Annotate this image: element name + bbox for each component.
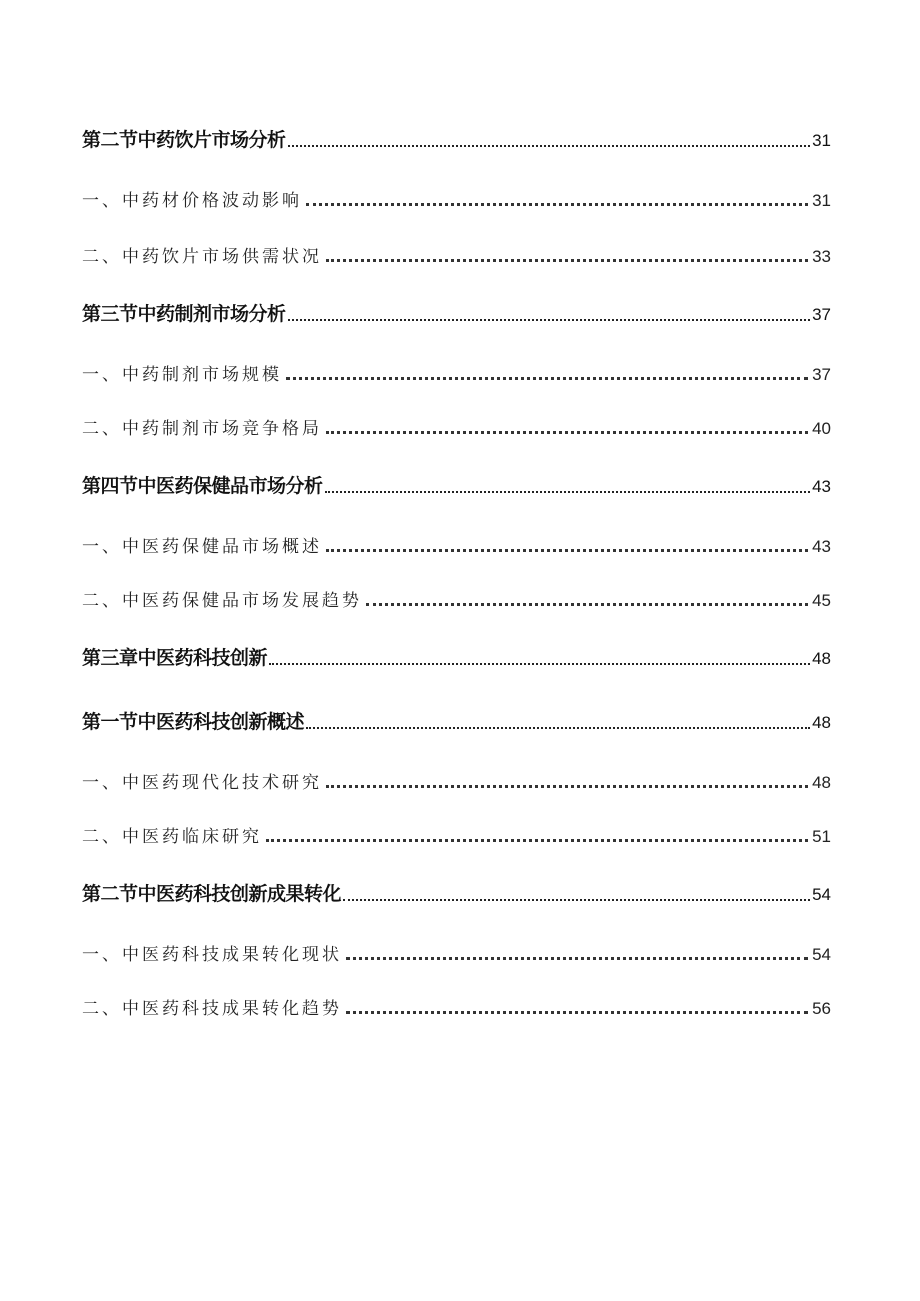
toc-entry-label: 一、中药材价格波动影响 bbox=[82, 191, 302, 211]
toc-entry[interactable] bbox=[82, 471, 831, 498]
toc-entry[interactable] bbox=[82, 879, 831, 906]
toc-entry-label: 二、中药制剂市场竞争格局 bbox=[82, 419, 322, 439]
toc-entry[interactable] bbox=[82, 125, 831, 152]
dot-leader bbox=[266, 839, 808, 842]
toc-entry[interactable] bbox=[82, 532, 831, 557]
toc-entry-label: 二、中药饮片市场供需状况 bbox=[82, 247, 322, 267]
dot-leader bbox=[346, 1011, 808, 1014]
dot-leader bbox=[325, 491, 811, 493]
toc-entry-label: 第三节中药制剂市场分析 bbox=[82, 303, 286, 325]
toc-entry-page: 37 bbox=[812, 365, 831, 384]
toc-entry[interactable] bbox=[82, 242, 831, 267]
toc-entry[interactable] bbox=[82, 643, 831, 670]
toc-entry[interactable] bbox=[82, 768, 831, 793]
dot-leader bbox=[286, 377, 808, 380]
toc-entry-label: 一、中医药现代化技术研究 bbox=[82, 773, 322, 793]
toc-entry-page: 31 bbox=[812, 131, 831, 150]
dot-leader bbox=[306, 727, 810, 729]
toc-entry-page: 45 bbox=[812, 591, 831, 610]
toc-entry-page: 48 bbox=[812, 773, 831, 792]
toc-entry-page: 56 bbox=[812, 999, 831, 1018]
toc-entry-page: 51 bbox=[812, 827, 831, 846]
toc-entry-label: 第一节中医药科技创新概述 bbox=[82, 711, 305, 733]
dot-leader bbox=[269, 663, 810, 665]
toc-entry-page: 48 bbox=[812, 649, 831, 668]
toc-entry-label: 一、中医药保健品市场概述 bbox=[82, 537, 322, 557]
toc-entry-label: 一、中医药科技成果转化现状 bbox=[82, 945, 342, 965]
toc-entry[interactable] bbox=[82, 186, 831, 211]
toc-entry[interactable] bbox=[82, 994, 831, 1019]
dot-leader bbox=[288, 319, 811, 321]
toc-entry[interactable] bbox=[82, 940, 831, 965]
toc-entry-label: 一、中药制剂市场规模 bbox=[82, 365, 282, 385]
toc-entry-page: 37 bbox=[812, 305, 831, 324]
toc-entry-page: 43 bbox=[812, 477, 831, 496]
toc-entry-page: 48 bbox=[812, 713, 831, 732]
toc-entry-label: 第三章中医药科技创新 bbox=[82, 647, 268, 669]
dot-leader bbox=[326, 431, 808, 434]
toc-entry-page: 40 bbox=[812, 419, 831, 438]
dot-leader bbox=[326, 549, 808, 552]
dot-leader bbox=[366, 603, 808, 606]
toc-entry-page: 43 bbox=[812, 537, 831, 556]
toc-entry-page: 33 bbox=[812, 247, 831, 266]
dot-leader bbox=[306, 203, 808, 206]
toc-entry[interactable] bbox=[82, 299, 831, 326]
toc-entry-label: 第二节中药饮片市场分析 bbox=[82, 129, 286, 151]
toc-entry-page: 31 bbox=[812, 191, 831, 210]
dot-leader bbox=[326, 259, 808, 262]
toc-entry-label: 二、中医药科技成果转化趋势 bbox=[82, 999, 342, 1019]
toc-entry-label: 第四节中医药保健品市场分析 bbox=[82, 475, 323, 497]
toc-entry-page: 54 bbox=[812, 885, 831, 904]
dot-leader bbox=[346, 957, 808, 960]
toc-entry-label: 第二节中医药科技创新成果转化 bbox=[82, 883, 342, 905]
toc-entry[interactable] bbox=[82, 707, 831, 734]
toc-entry[interactable] bbox=[82, 586, 831, 611]
toc-entry-label: 二、中医药临床研究 bbox=[82, 827, 262, 847]
toc-entry-label: 二、中医药保健品市场发展趋势 bbox=[82, 591, 362, 611]
dot-leader bbox=[288, 145, 811, 147]
dot-leader bbox=[326, 785, 808, 788]
toc-entry[interactable] bbox=[82, 360, 831, 385]
toc-entry-page: 54 bbox=[812, 945, 831, 964]
dot-leader bbox=[343, 899, 810, 901]
toc-entry[interactable] bbox=[82, 414, 831, 439]
toc-entry[interactable] bbox=[82, 822, 831, 847]
